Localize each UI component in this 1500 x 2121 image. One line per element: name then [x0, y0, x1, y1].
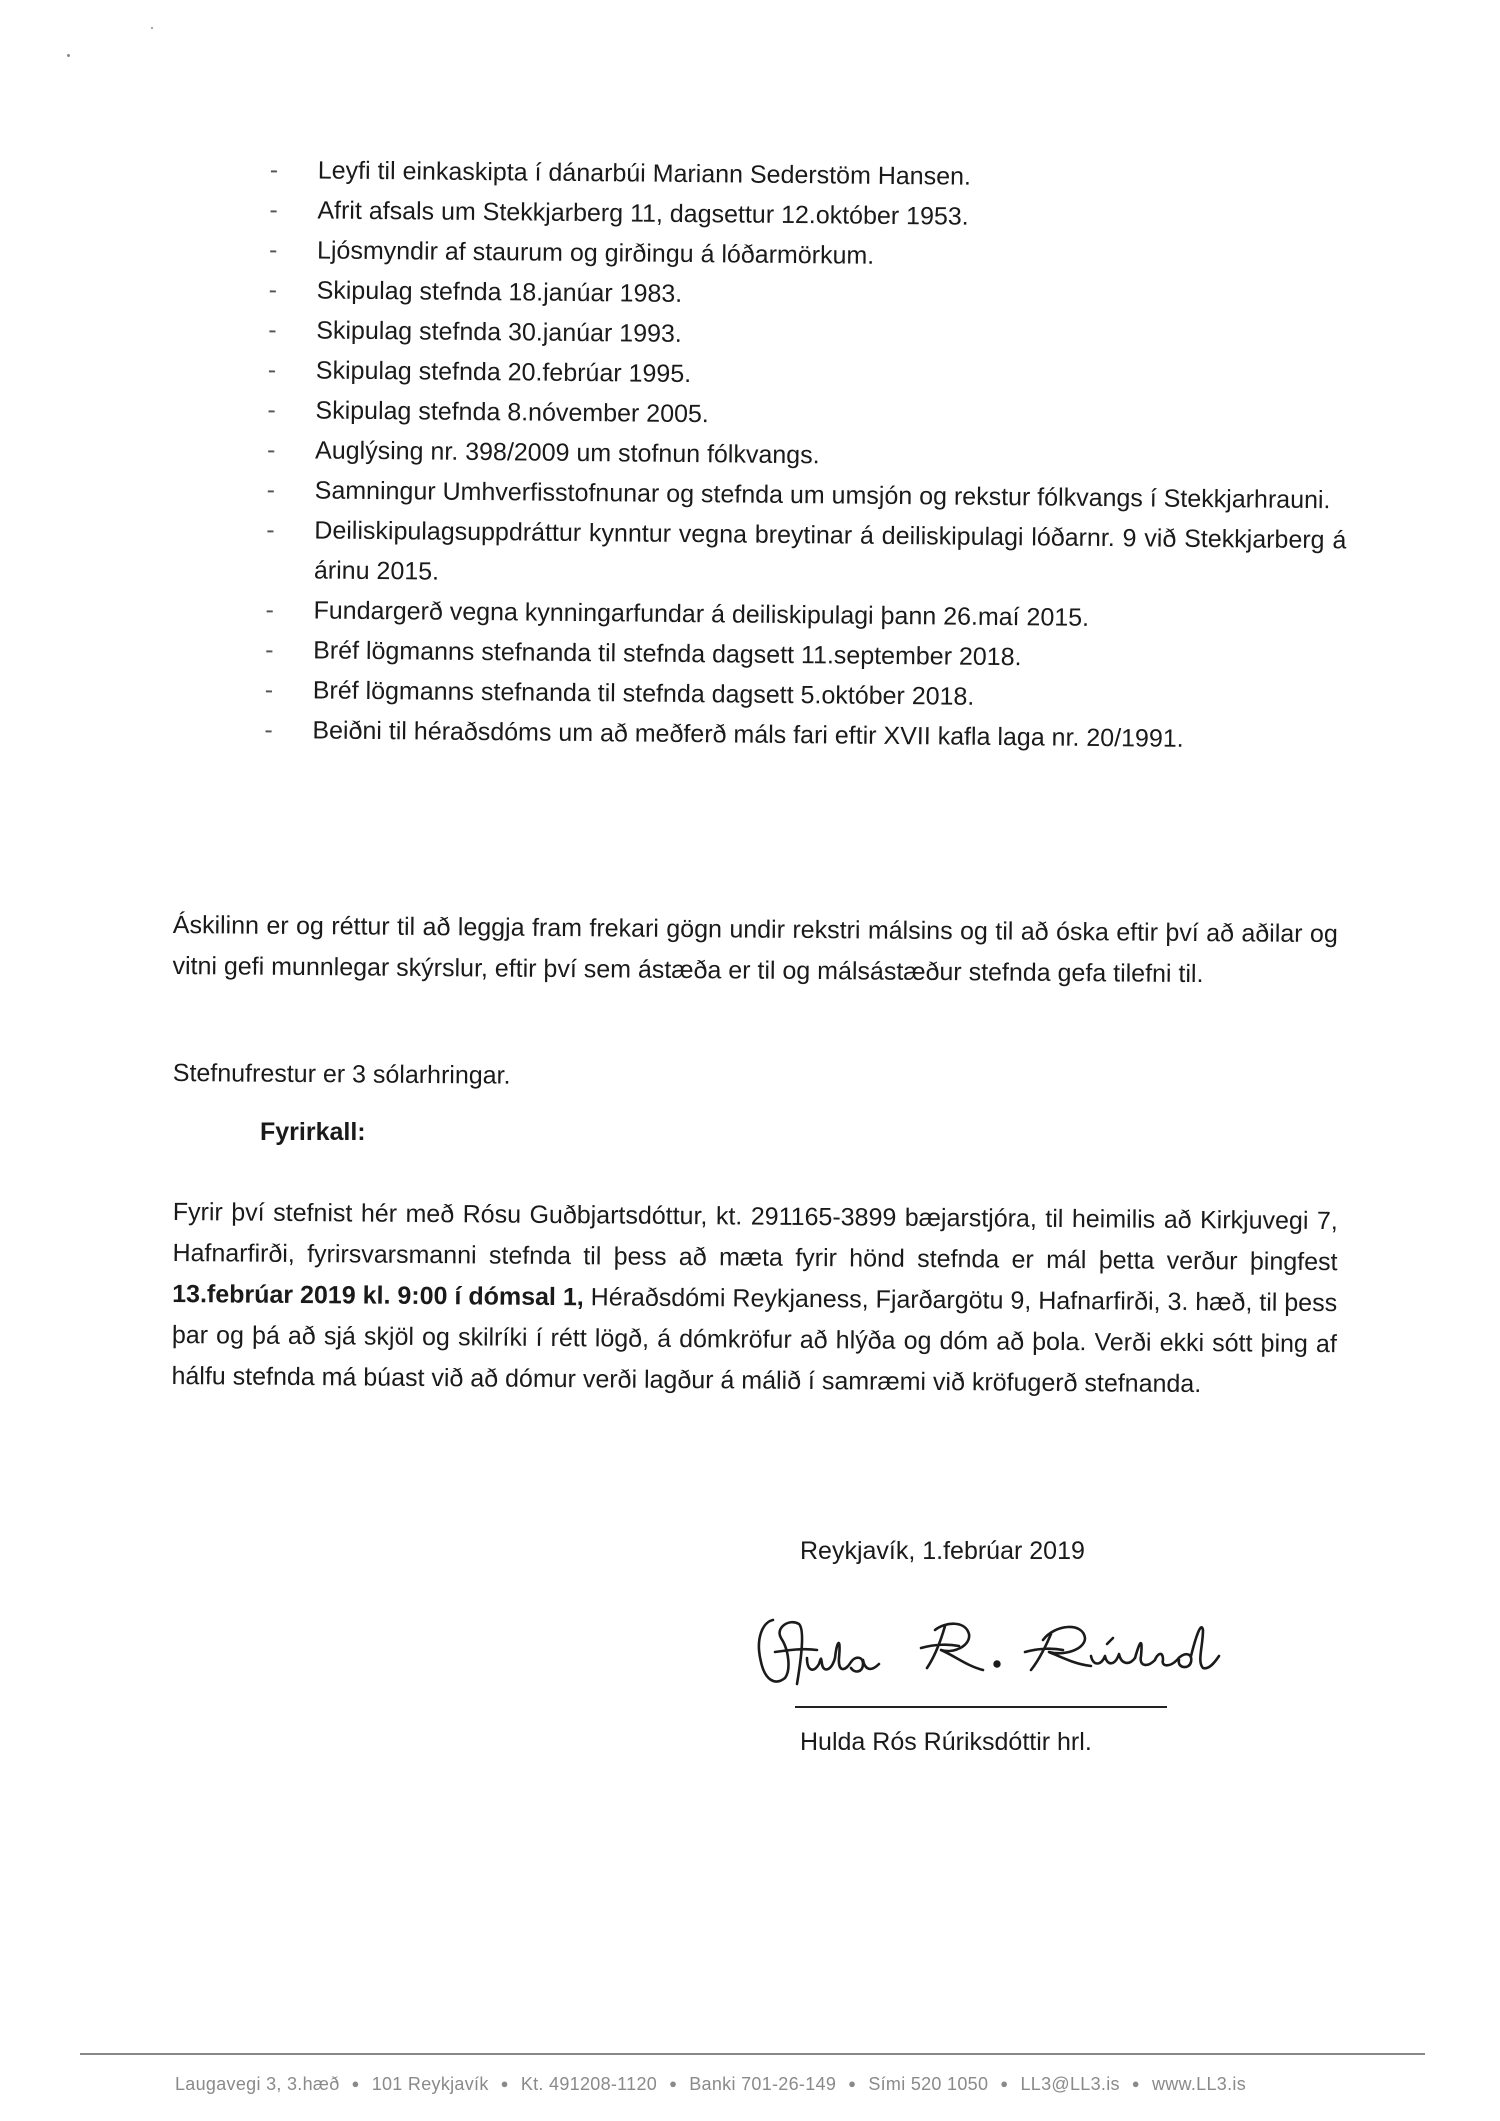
footer-address: Laugavegi 3, 3.hæð	[175, 2074, 340, 2094]
place-date: Reykjavík, 1.febrúar 2019	[800, 1537, 1085, 1565]
exhibit-list	[264, 150, 1350, 760]
dash-bullet: -	[265, 635, 274, 665]
footer-web: www.LL3.is	[1151, 2074, 1246, 2094]
list-item: - Skipulag stefnda 8.nóvember 2005.	[267, 390, 1347, 440]
list-item: - Deiliskipulagsuppdráttur kynntur vegna breytinar á deiliskipulagi lóðarnr. 9 við Stekkjarberg á árinu 2015.	[266, 510, 1347, 600]
summons-paragraph: Fyrir því stefnist hér með Rósu Guðbjartsdóttur, kt. 291165-3899 bæjarstjóra, til heimilis að Kirkjuvegi 7, Hafnarfirði, fyrirsvarsmanni stefnda til þess að mæta fyrir hönd stefnda er mál þetta verður þingfest 13.febrúar 2019 kl. 9:00 í dómsal 1, Héraðsdómi Reykjaness, Fjarðargötu 9, Hafnarfirði, 3. hæð, til þess þar og þá að sjá skjöl og skilríki í rétt lögð, á dómkröfur að hlýða og dóm að þola. Verði ekki sótt þing af hálfu stefnda má búast við að dómur verði lagður á málið í samræmi við kröfugerð stefnanda.	[171, 1197, 1338, 1399]
bullet-separator: ●	[1000, 2076, 1009, 2091]
dash-bullet: -	[267, 355, 277, 385]
handwritten-signature	[745, 1600, 1235, 1710]
hearing-date-time: 13.febrúar 2019 kl. 9:00 í dómsal 1,	[172, 1279, 584, 1312]
bullet-separator: ●	[500, 2076, 509, 2091]
bullet-separator: ●	[669, 2076, 678, 2091]
footer-phone: Sími 520 1050	[868, 2074, 989, 2094]
list-item: - Skipulag stefnda 20.febrúar 1995.	[268, 350, 1348, 400]
dash-bullet: -	[268, 275, 278, 305]
list-item: - Bréf lögmanns stefnanda til stefnda dagsett 5.október 2018.	[265, 670, 1345, 720]
list-item: - Leyfi til einkaskipta í dánarbúi Mariann Sederstöm Hansen.	[270, 150, 1350, 200]
dash-bullet: -	[268, 315, 277, 345]
dash-bullet: -	[266, 435, 276, 465]
bullet-separator: ●	[351, 2076, 360, 2091]
signature-line	[795, 1706, 1167, 1708]
dash-bullet: -	[266, 475, 276, 505]
dash-bullet: -	[264, 715, 273, 745]
signatory-name: Hulda Rós Rúriksdóttir hrl.	[800, 1728, 1092, 1756]
list-item: - Afrit afsals um Stekkjarberg 11, dagsettur 12.október 1953.	[269, 190, 1349, 240]
bullet-separator: ●	[1131, 2076, 1140, 2091]
list-item: - Auglýsing nr. 398/2009 um stofnun fólkvangs.	[267, 430, 1347, 480]
dash-bullet: -	[266, 515, 275, 545]
list-item: - Skipulag stefnda 30.janúar 1993.	[268, 310, 1348, 360]
dash-bullet: -	[265, 595, 275, 625]
list-item: - Skipulag stefnda 18.janúar 1983.	[268, 270, 1348, 320]
signature-text: Hulda R. Rúriksd	[745, 1708, 753, 1709]
list-item: - Samningur Umhverfisstofnunar og stefnda um umsjón og rekstur fólkvangs í Stekkjarhrauni.	[267, 470, 1347, 520]
dash-bullet: -	[264, 675, 274, 705]
reservation-paragraph: Áskilinn er og réttur til að leggja fram frekari gögn undir rekstri málsins og til að óska eftir því að aðilar og vitni gefi munnlegar skýrslur, eftir því sem ástæða er til og málsástæður stefnda gefa tilefni til.	[172, 910, 1338, 989]
list-item: - Ljósmyndir af staurum og girðingu á lóðarmörkum.	[269, 230, 1349, 280]
dash-bullet: -	[268, 235, 278, 265]
list-item: - Beiðni til héraðsdóms um að meðferð máls fari eftir XVII kafla laga nr. 20/1991.	[264, 710, 1344, 760]
bullet-separator: ●	[848, 2076, 857, 2091]
footer-kt: Kt. 491208-1120	[520, 2074, 658, 2094]
dash-bullet: -	[267, 395, 276, 425]
deadline-paragraph: Stefnufrestur er 3 sólarhringar.	[172, 1058, 511, 1090]
footer-divider	[80, 2053, 1425, 2055]
summons-heading: Fyrirkall:	[260, 1118, 366, 1146]
dash-bullet: -	[269, 155, 279, 185]
footer-bank: Banki 701-26-149	[689, 2074, 837, 2094]
letterhead-footer	[175, 2074, 1345, 2095]
list-item: - Bréf lögmanns stefnanda til stefnda dagsett 11.september 2018.	[265, 630, 1345, 680]
footer-email: LL3@LL3.is	[1020, 2074, 1120, 2094]
list-item: - Fundargerð vegna kynningarfundar á deiliskipulagi þann 26.maí 2015.	[265, 590, 1345, 640]
footer-postal: 101 Reykjavík	[371, 2074, 489, 2094]
dash-bullet: -	[269, 195, 278, 225]
